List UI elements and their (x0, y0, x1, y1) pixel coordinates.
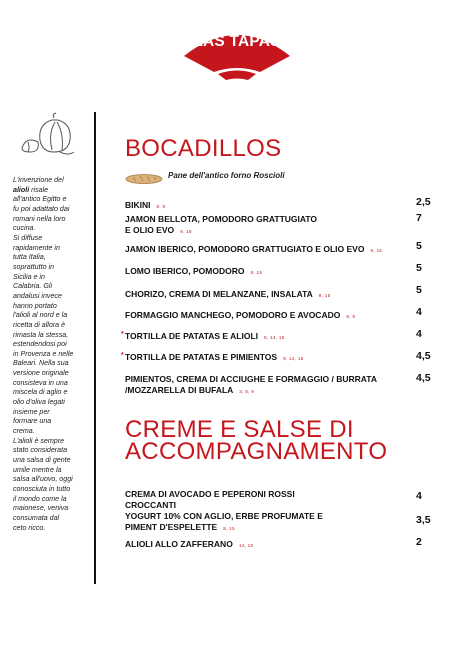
allergen-codes: 14, 15 (238, 543, 254, 548)
section-title-line: ACCOMPAGNAMENTO (125, 438, 388, 465)
menu-item (125, 244, 405, 256)
menu-item (125, 539, 405, 551)
menu-item (125, 374, 405, 397)
menu-item (121, 331, 405, 343)
allergen-codes: 9, 15 (180, 229, 192, 234)
menu-item-price: 4,5 (416, 372, 431, 384)
section-title-creme (125, 416, 388, 465)
menu-item-price: 7 (416, 212, 422, 224)
menu-item-name: CHORIZO, CREMA DI MELANZANE, INSALATA (125, 289, 313, 299)
menu-item (125, 489, 405, 511)
allergen-codes: 9, 14, 15 (264, 335, 285, 340)
menu-item (125, 200, 405, 212)
menu-item-price: 5 (416, 240, 422, 252)
menu-item-name: ALIOLI ALLO ZAFFERANO (125, 539, 233, 549)
menu-item (125, 214, 405, 237)
allergen-codes: 9, 15 (318, 293, 331, 298)
section-title-bocadillos: BOCADILLOS (125, 135, 282, 162)
menu-item-name: FORMAGGIO MANCHEGO, POMODORO E AVOCADO (125, 310, 341, 320)
allergen-codes: 9, 15 (370, 248, 383, 253)
logo-text: LAS TAPAS (193, 33, 281, 50)
allergen-codes: 8, 9 (346, 314, 356, 319)
fan-logo-icon (176, 22, 298, 80)
allergen-codes: 3, 8, 9 (239, 389, 255, 394)
menu-item-name: CREMA DI AVOCADO E PEPERONI ROSSI CROCCANTI (125, 489, 295, 510)
menu-item-name: YOGURT 10% CON AGLIO, ERBE PROFUMATE E PIMENT D'ESPELETTE (125, 511, 323, 532)
menu-item-name: JAMON BELLOTA, POMODORO GRATTUGIATO E OLIO EVO (125, 214, 318, 235)
menu-item-name: LOMO IBERICO, POMODORO (125, 266, 245, 276)
menu-item (125, 310, 405, 322)
menu-item-name: BIKINI (125, 200, 151, 210)
garlic-icon (16, 112, 80, 160)
sidebar-text-intro: L'invenzione del (13, 176, 64, 184)
allergen-codes: 8, 9 (156, 204, 166, 209)
menu-item (125, 511, 405, 534)
section-title-line: CREME E SALSE DI (125, 416, 354, 443)
menu-item-name: TORTILLA DE PATATAS E PIMIENTOS (125, 352, 278, 362)
menu-item-price: 2,5 (416, 196, 431, 208)
menu-item-price: 4 (416, 490, 422, 502)
sidebar-text-body: risale all'antico Egitto e fu poi adattato dai romani nella loro cucina. Si diffuse rapidamente in tutta Italia, soprattutto in Sicilia e in Calabria. Gli andalusi invece hanno portato l'alioli al nord e la ricetta di allora è rimasta la stessa, estendendosi poi in Provenza e nelle Baleari. Nella sua versione originale consisteva in una miscela di aglio e olio d'oliva legati insieme per formare una crema. L'alioli è sempre stato considerata una salsa di gente umile mentre la salsa all'uovo, oggi conosciuta in tutto il mondo come la maionese, veniva consumata dal ceto ricco. (13, 185, 74, 532)
menu-item-name: TORTILLA DE PATATAS E ALIOLI (125, 331, 258, 341)
allergen-codes: 9, 14, 15 (283, 356, 304, 361)
bread-icon (125, 171, 163, 183)
brand-logo (176, 22, 298, 80)
star-marker: * (121, 352, 124, 359)
menu-item-price: 4 (416, 328, 422, 340)
menu-item-price: 5 (416, 262, 422, 274)
menu-item (125, 289, 405, 301)
star-marker: * (121, 331, 124, 338)
menu-item-price: 4,5 (416, 350, 431, 362)
sidebar-paragraph (13, 176, 81, 533)
section-subtitle: Pane dell'antico forno Roscioli (168, 171, 285, 180)
allergen-codes: 8, 15 (223, 526, 235, 531)
allergen-codes: 9, 15 (250, 270, 263, 275)
menu-item-price: 5 (416, 284, 422, 296)
menu-item (125, 266, 405, 278)
menu-item (121, 352, 405, 364)
menu-item-name: PIMIENTOS, CREMA DI ACCIUGHE E FORMAGGIO / BURRATA /MOZZARELLA DI BUFALA (125, 374, 378, 395)
sidebar-history-text (13, 176, 81, 533)
menu-item-price: 2 (416, 536, 422, 548)
vertical-divider (94, 112, 96, 584)
menu-item-price: 4 (416, 306, 422, 318)
sidebar-text-alioli: alioli (13, 185, 30, 194)
menu-item-name: JAMON IBERICO, POMODORO GRATTUGIATO E OLIO EVO (125, 244, 365, 254)
menu-item-price: 3,5 (416, 514, 431, 526)
